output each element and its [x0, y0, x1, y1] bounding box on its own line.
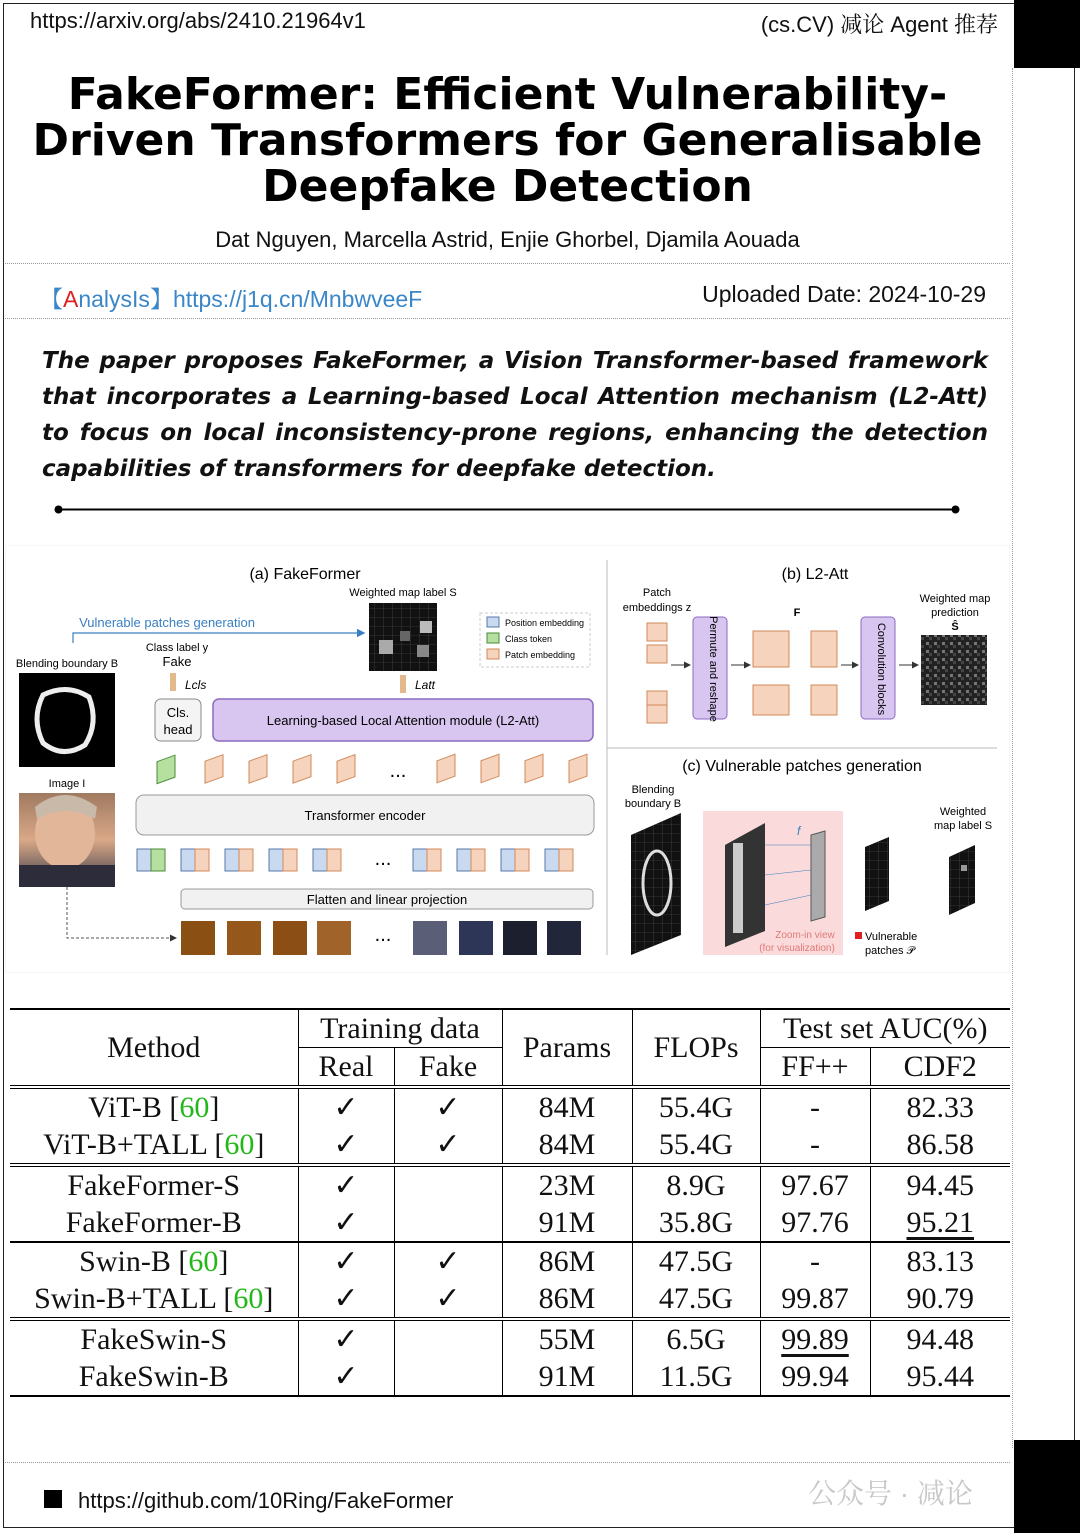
weighted-pred-1: Weighted map: [919, 593, 991, 605]
fig-c-title: (c) Vulnerable patches generation: [682, 758, 922, 775]
real-check: ✓: [298, 1358, 394, 1396]
flops-cell: 6.5G: [632, 1319, 760, 1358]
cdf-cell: 95.21: [906, 1206, 974, 1239]
loss-att: Latt: [415, 678, 436, 692]
fake-check: [394, 1165, 502, 1204]
flops-cell: 35.8G: [632, 1204, 760, 1242]
header-method: Method: [107, 1031, 201, 1064]
analysis-letter: A: [63, 286, 79, 312]
flops-cell: 8.9G: [632, 1165, 760, 1204]
fake-check: [394, 1358, 502, 1396]
architecture-figure: [5, 545, 1010, 973]
watermark: 公众号 · 减论: [808, 1478, 973, 1509]
patch-emb-2: embeddings z: [622, 602, 692, 614]
weighted-pred-2: prediction: [931, 607, 979, 619]
header-params: Params: [502, 1009, 632, 1087]
cdf-cell: 95.44: [870, 1358, 1010, 1396]
citation[interactable]: 60: [179, 1091, 210, 1124]
table-row: Swin-B+TALL [60] ✓ ✓ 86M 47.5G 99.87 90.79: [10, 1280, 1010, 1319]
analysis-link[interactable]: https://j1q.cn/MnbwveeF: [172, 286, 423, 312]
dots-top: ...: [389, 760, 407, 782]
real-check: ✓: [298, 1319, 394, 1358]
c-weighted-1: Weighted: [939, 806, 987, 818]
fake-check: ✓: [394, 1280, 502, 1319]
dots-patches: ...: [374, 924, 392, 946]
cls-head-1: Cls.: [166, 705, 190, 720]
ff-cell: 99.94: [760, 1358, 870, 1396]
analysis-row: [40, 281, 422, 314]
fig-b-title: (b) L2-Att: [781, 566, 849, 583]
transformer-encoder: Transformer encoder: [304, 808, 426, 823]
real-check: ✓: [298, 1126, 394, 1165]
divider: [5, 1462, 1010, 1463]
params-cell: 86M: [502, 1242, 632, 1280]
header-flops: FLOPs: [632, 1009, 760, 1087]
header-fake: Fake: [394, 1048, 502, 1088]
table-row: [10, 1165, 1010, 1204]
table-row: [10, 1358, 1010, 1396]
bullet-square: [44, 1490, 62, 1508]
header-cdf: CDF2: [870, 1048, 1010, 1088]
method-name: FakeFormer-S: [67, 1169, 241, 1202]
citation[interactable]: 60: [224, 1128, 255, 1161]
citation[interactable]: 60: [188, 1245, 219, 1278]
corner-block: [1014, 0, 1080, 68]
margin-rule: [1012, 68, 1013, 1448]
flops-cell: 55.4G: [632, 1087, 760, 1126]
params-cell: 55M: [502, 1319, 632, 1358]
corner-block-bottom: [1014, 1440, 1080, 1533]
params-cell: 84M: [502, 1087, 632, 1126]
analysis-word: nalysIs: [78, 286, 150, 312]
arxiv-link[interactable]: https://arxiv.org/abs/2410.21964v1: [30, 8, 366, 33]
bracket-close: 】: [149, 286, 173, 312]
ff-cell: 97.76: [760, 1204, 870, 1242]
s-hat: Ŝ: [951, 621, 959, 633]
loss-cls: Lcls: [185, 678, 207, 692]
fake-check: ✓: [394, 1242, 502, 1280]
fig-a-title: (a) FakeFormer: [249, 566, 361, 583]
method-name: ViT-B: [88, 1091, 162, 1124]
blending-boundary-label: Blending boundary B: [15, 658, 119, 670]
table-row: [10, 1204, 1010, 1242]
divider: [5, 318, 1010, 319]
ff-cell: 97.67: [760, 1165, 870, 1204]
real-check: ✓: [298, 1204, 394, 1242]
cdf-cell: 94.45: [870, 1165, 1010, 1204]
c-blending-2: boundary B: [624, 798, 682, 810]
fake-check: ✓: [394, 1087, 502, 1126]
params-cell: 91M: [502, 1204, 632, 1242]
method-name: Swin-B+TALL: [34, 1282, 216, 1315]
method-name: ViT-B+TALL: [43, 1128, 207, 1161]
real-check: ✓: [298, 1165, 394, 1204]
flops-cell: 55.4G: [632, 1126, 760, 1165]
vuln-2: patches 𝒫: [865, 945, 915, 957]
method-name: FakeSwin-S: [80, 1323, 228, 1356]
weighted-map-label: Weighted map label S: [349, 587, 457, 599]
flops-cell: 47.5G: [632, 1242, 760, 1280]
real-check: ✓: [298, 1242, 394, 1280]
f-label: f: [797, 824, 801, 838]
vulnerable-patches-gen-label: Vulnerable patches generation: [79, 615, 255, 630]
paper-authors: Dat Nguyen, Marcella Astrid, Enjie Ghorbel, Djamila Aouada: [215, 227, 800, 252]
vuln-1: Vulnerable: [865, 931, 918, 943]
ff-cell: -: [760, 1126, 870, 1165]
divider: [5, 263, 1010, 264]
header-training: Training data: [298, 1009, 502, 1048]
table-row: ViT-B+TALL [60] ✓ ✓ 84M 55.4G - 86.58: [10, 1126, 1010, 1165]
cls-head-2: head: [163, 722, 193, 737]
method-name: Swin-B: [79, 1245, 171, 1278]
ff-cell: 99.87: [760, 1280, 870, 1319]
c-blending-1: Blending: [631, 784, 675, 796]
fout-label: F: [793, 607, 801, 619]
citation[interactable]: 60: [233, 1282, 264, 1315]
legend-position: Position embedding: [505, 618, 585, 628]
real-check: ✓: [298, 1087, 394, 1126]
fake-check: ✓: [394, 1126, 502, 1165]
permute-label: Permute and reshape: [707, 616, 719, 722]
table-row: Swin-B [60] ✓ ✓ 86M 47.5G - 83.13: [10, 1242, 1010, 1280]
bracket-open: 【: [40, 286, 63, 312]
cdf-cell: 86.58: [870, 1126, 1010, 1165]
table-row: ViT-B [60] ✓ ✓ 84M 55.4G - 82.33: [10, 1087, 1010, 1126]
zoom-2: (for visualization): [759, 943, 835, 954]
header-real: Real: [298, 1048, 394, 1088]
params-cell: 84M: [502, 1126, 632, 1165]
results-table-wrap: [10, 1008, 1010, 1397]
category-label: (cs.CV) 减论 Agent 推荐: [760, 12, 998, 37]
dots-mid: ...: [374, 848, 392, 870]
params-cell: 86M: [502, 1280, 632, 1319]
class-label: Class label y: [145, 642, 209, 654]
legend-patch: Patch embedding: [505, 650, 576, 660]
fake-label: Fake: [162, 654, 192, 669]
results-table: [10, 1008, 1010, 1397]
zoom-1: Zoom-in view: [775, 930, 835, 941]
cdf-cell: 83.13: [870, 1242, 1010, 1280]
cdf-cell: 90.79: [870, 1280, 1010, 1319]
image-label: Image I: [48, 778, 86, 790]
paper-summary: The paper proposes FakeFormer, a Vision Transformer-based framework that incorporates a Learning-based Local Attention mechanism (L2-Att) to focus on local inconsistency-prone regions, enhancing the detection capabilities of transformers for deepfake detection.: [42, 348, 988, 482]
github-link[interactable]: https://github.com/10Ring/FakeFormer: [78, 1488, 454, 1513]
ff-cell: -: [760, 1242, 870, 1280]
header-ff: FF++: [760, 1048, 870, 1088]
ff-cell: 99.89: [781, 1323, 849, 1356]
table-row: [10, 1319, 1010, 1358]
legend-class: Class token: [505, 634, 553, 644]
ff-cell: -: [760, 1087, 870, 1126]
cdf-cell: 94.48: [870, 1319, 1010, 1358]
method-name: FakeSwin-B: [78, 1360, 229, 1393]
fake-check: [394, 1204, 502, 1242]
flatten-label: Flatten and linear projection: [306, 892, 468, 907]
patch-emb-1: Patch: [642, 587, 672, 599]
fake-check: [394, 1319, 502, 1358]
flops-cell: 11.5G: [632, 1358, 760, 1396]
params-cell: 23M: [502, 1165, 632, 1204]
params-cell: 91M: [502, 1358, 632, 1396]
cdf-cell: 82.33: [870, 1087, 1010, 1126]
method-name: FakeFormer-B: [65, 1206, 242, 1239]
l2att-module: Learning-based Local Attention module (L2-Att): [266, 713, 540, 728]
conv-label: Convolution blocks: [875, 622, 887, 716]
header-test: Test set AUC(%): [760, 1009, 1010, 1048]
uploaded-date: Uploaded Date: 2024-10-29: [702, 281, 986, 307]
section-divider: [54, 505, 960, 514]
paper-title: FakeFormer: Efficient Vulnerability-Driven Transformers for Generalisable Deepfake Detection: [32, 69, 983, 212]
c-weighted-2: map label S: [933, 820, 993, 832]
flops-cell: 47.5G: [632, 1280, 760, 1319]
real-check: ✓: [298, 1280, 394, 1319]
